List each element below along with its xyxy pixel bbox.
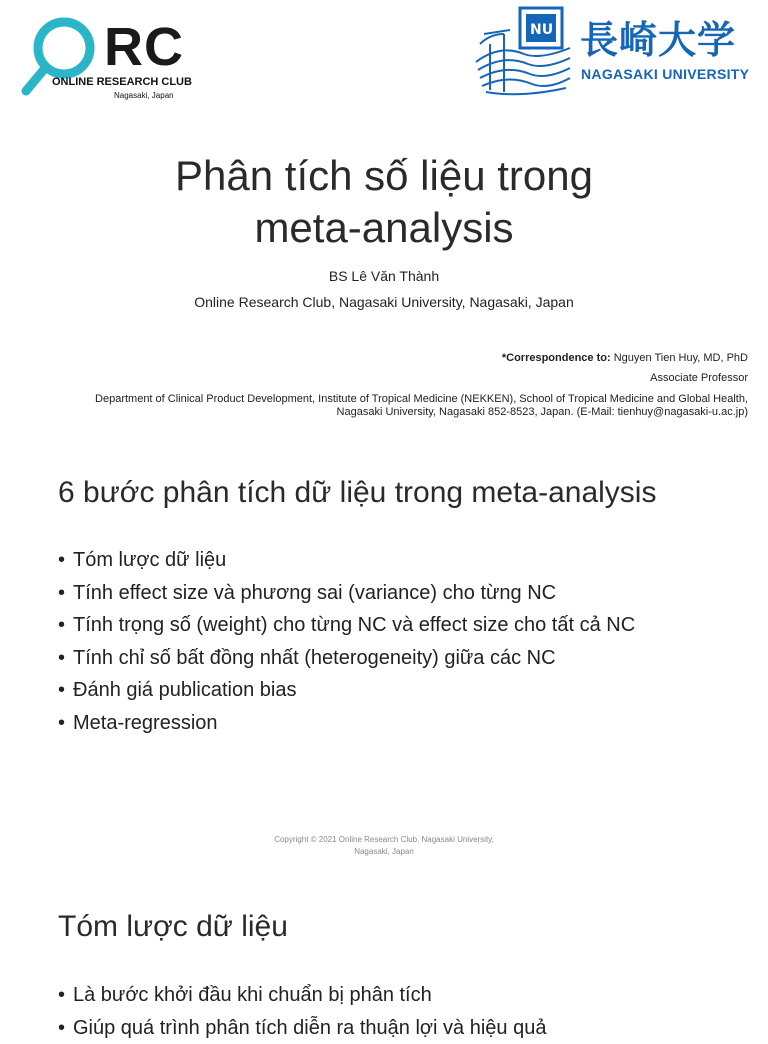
affiliation: Online Research Club, Nagasaki University, Nagasaki, Japan — [0, 294, 768, 310]
summary-list — [58, 979, 546, 1044]
nagasaki-university-logo — [470, 4, 760, 100]
list-item: • Đánh giá publication bias — [58, 674, 635, 707]
correspondence — [502, 352, 748, 364]
author: BS Lê Văn Thành — [0, 268, 768, 284]
copyright-line-2: Nagasaki, Japan — [0, 846, 768, 858]
orc-logo — [20, 14, 190, 104]
presentation-title — [0, 150, 768, 254]
steps-slide — [0, 450, 768, 870]
steps-heading: 6 bước phân tích dữ liệu trong meta-analysis — [58, 476, 656, 510]
orc-location: Nagasaki, Japan — [114, 91, 174, 100]
nagasaki-english-name: NAGASAKI UNIVERSITY — [581, 66, 749, 82]
list-item: • Giúp quá trình phân tích diễn ra thuận lợi và hiệu quả — [58, 1012, 546, 1044]
summary-slide — [0, 880, 768, 1024]
list-item: • Meta-regression — [58, 707, 635, 740]
department-address: Department of Clinical Product Development, Institute of Tropical Medicine (NEKKEN), School of Tropical Medicine and Global Health, Nagasaki University, Nagasaki 852-8523, Japan. (E-Mail: tienhuy@nagasaki-u.ac.jp) — [48, 393, 748, 419]
nagasaki-japanese-name: 長崎大学 — [580, 18, 736, 62]
list-item: • Tính effect size và phương sai (variance) cho từng NC — [58, 577, 635, 610]
title-line-1: Phân tích số liệu trong — [0, 150, 768, 202]
position: Associate Professor — [650, 372, 748, 384]
steps-list — [58, 544, 635, 739]
list-item: • Tính trọng số (weight) cho từng NC và effect size cho tất cả NC — [58, 609, 635, 642]
ship-emblem-icon — [470, 4, 578, 100]
correspondence-label: *Correspondence to: — [502, 352, 611, 364]
magnifier-icon — [20, 14, 110, 104]
correspondence-name: Nguyen Tien Huy, MD, PhD — [611, 352, 748, 364]
title-slide — [0, 0, 768, 440]
list-item: • Tính chỉ số bất đồng nhất (heterogeneity) giữa các NC — [58, 642, 635, 675]
orc-letters: RC — [104, 20, 184, 74]
title-line-2: meta-analysis — [0, 202, 768, 254]
copyright-line-1: Copyright © 2021 Online Research Club, Nagasaki University, — [0, 834, 768, 846]
list-item: • Là bước khởi đầu khi chuẩn bị phân tích — [58, 979, 546, 1012]
seal-text: NU — [530, 22, 553, 38]
summary-heading: Tóm lược dữ liệu — [58, 910, 288, 944]
list-item: • Tóm lược dữ liệu — [58, 544, 635, 577]
orc-name: ONLINE RESEARCH CLUB — [52, 76, 192, 88]
copyright — [0, 834, 768, 858]
